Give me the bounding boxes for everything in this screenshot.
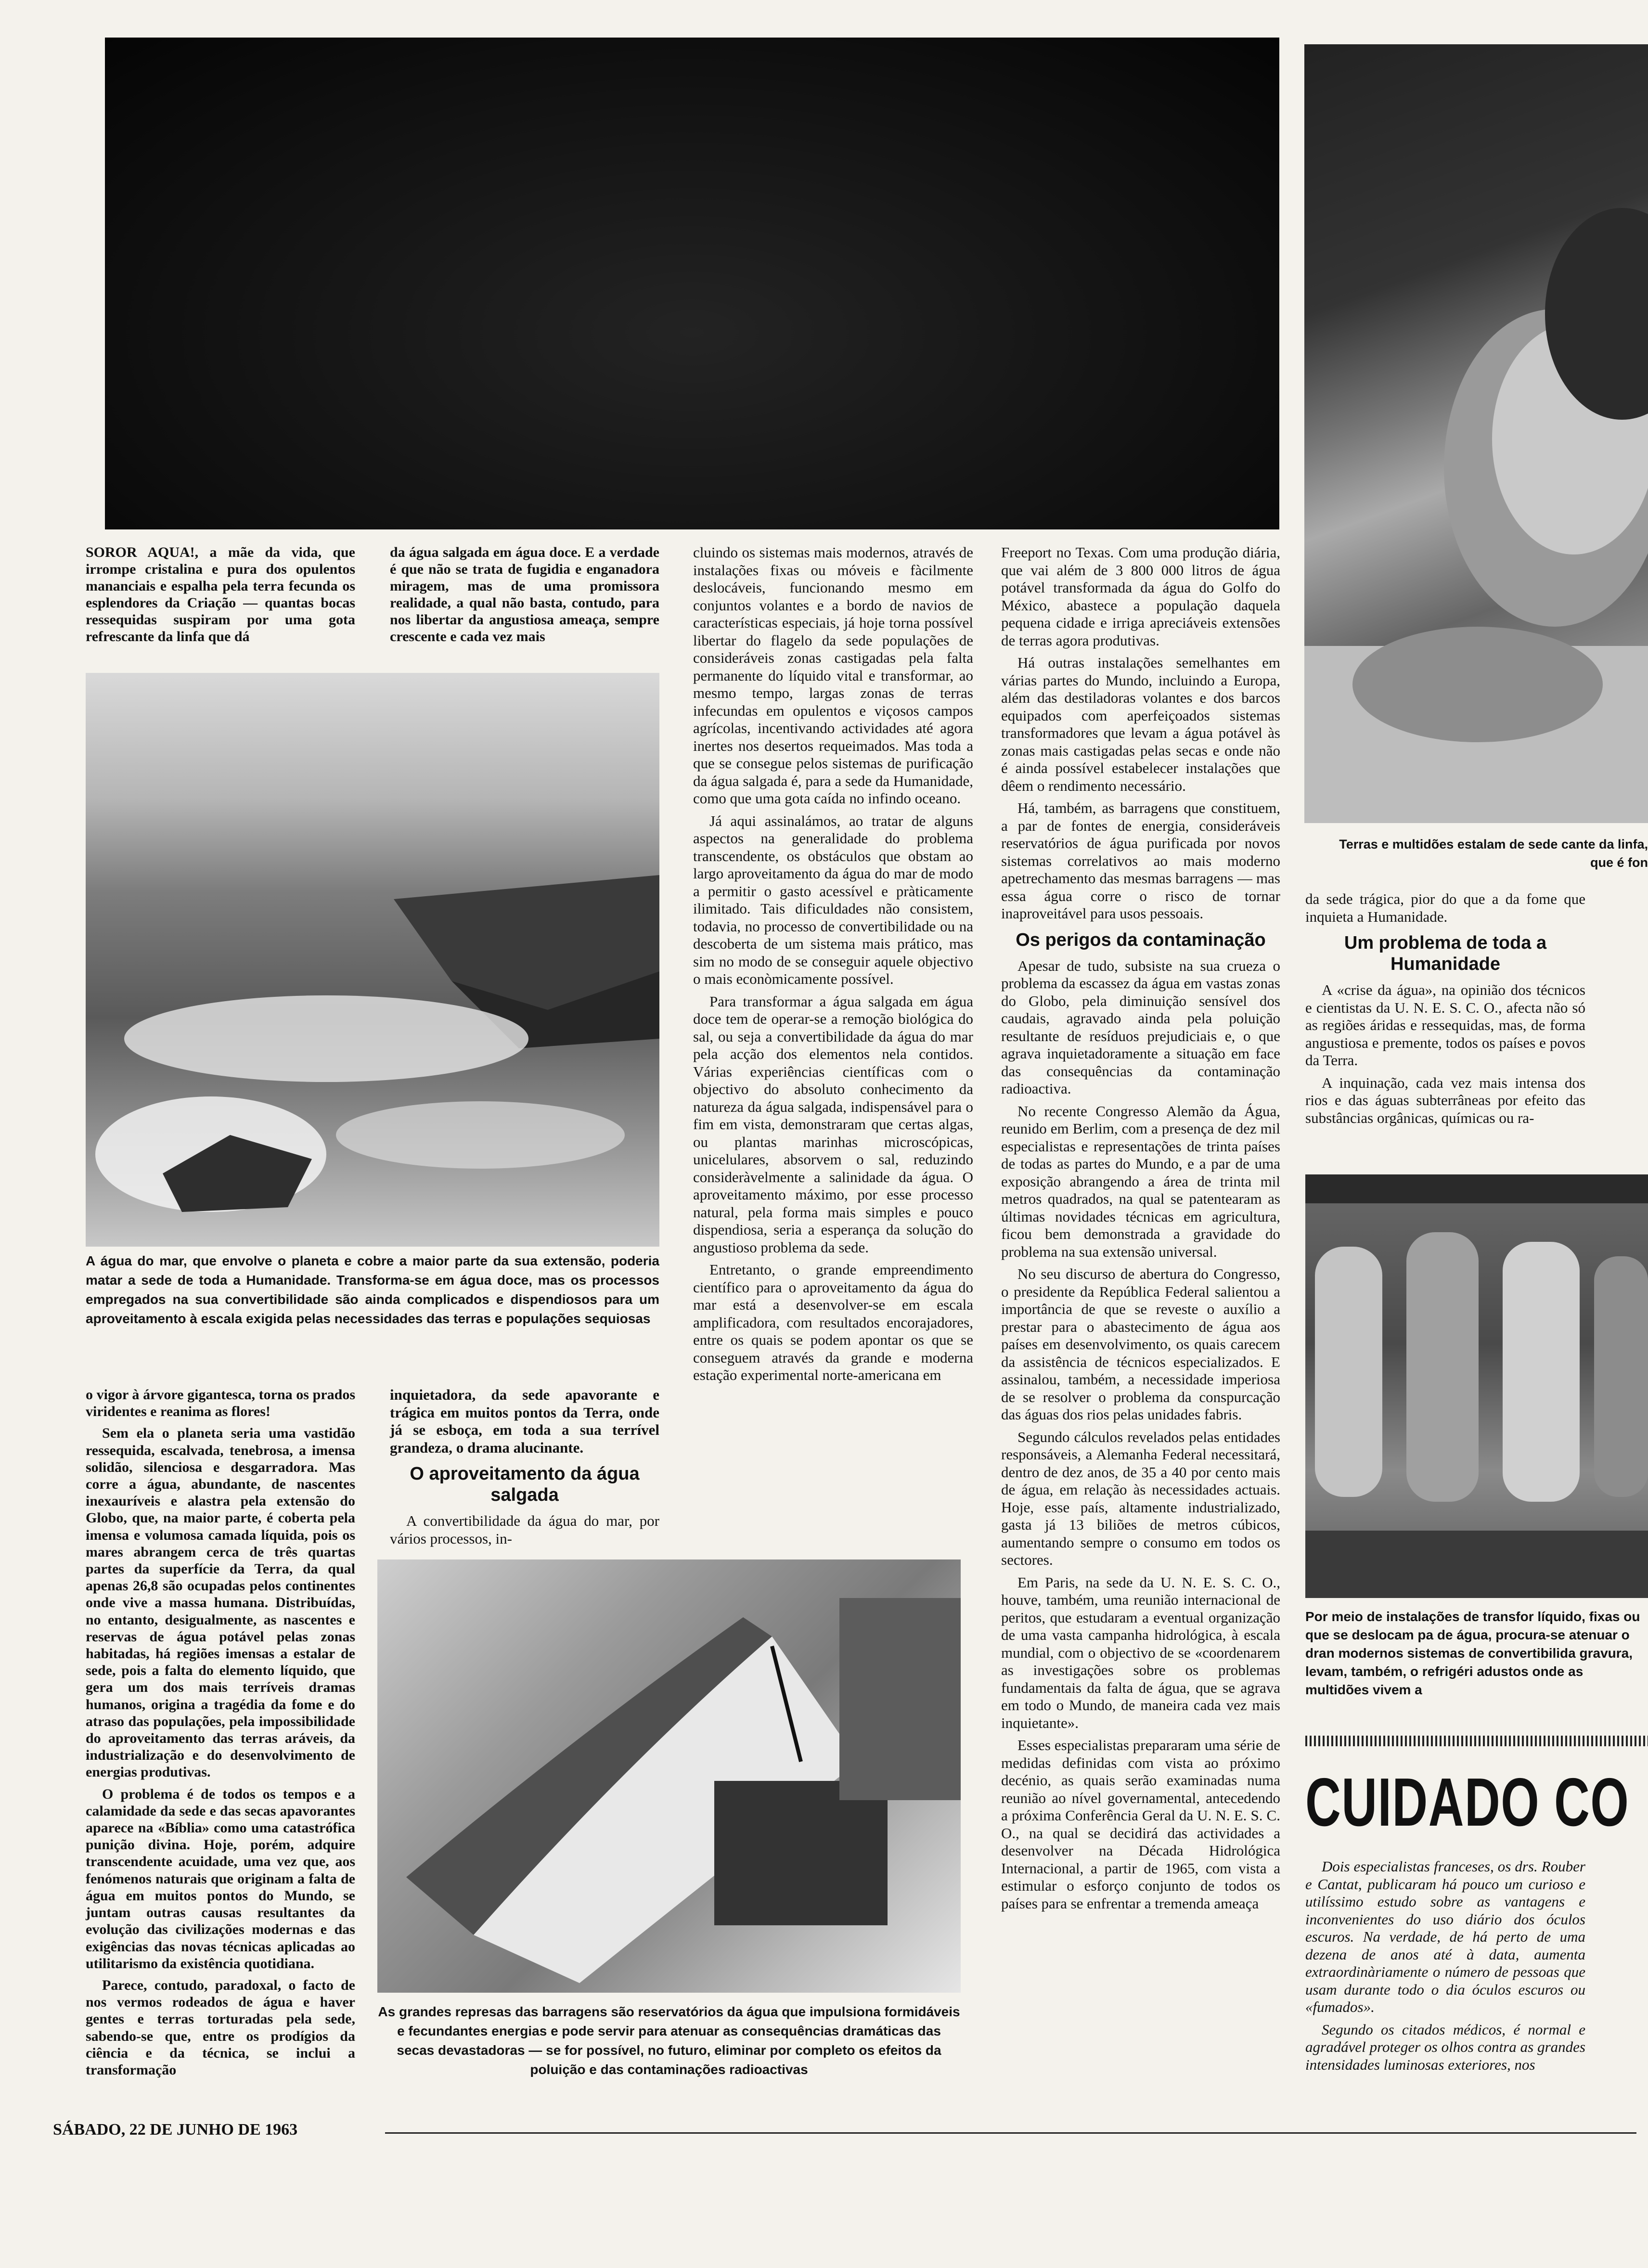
woman-photo-shapes — [1304, 44, 1648, 823]
machines-photo-caption: Por meio de instalações de transfor líquido, fixas ou que se deslocam pa de água, procura-se atenuar o dran modernos sistemas de convertibilida gravura, levam, também, o refrigéri adustos onde as multidões vivem a — [1305, 1609, 1640, 1697]
col2-salgada-paragraph: A convertibilidade da água do mar, por vários processos, in- — [390, 1512, 659, 1547]
decorative-dotted-rule — [1305, 1736, 1648, 1746]
col2-top-text: da água salgada em água doce. E a verdade é que não se trata de fugidia e enganadora miragem, mas de uma promissora realidade, a qual não basta, contudo, para nos libertar da angustiosa ameaça, sempre crescente e cada vez mais — [390, 544, 659, 644]
right-italic-paragraph-1: Dois especialistas franceses, os drs. Rouber e Cantat, publicaram há pouco um curioso e utilíssimo estudo sobre as vantagens e inconvenientes do uso diário dos óculos escuros. Na verdade, de há perto de uma dezena de anos até à data, aumenta extraordinàriamente o número de pessoas que usam durante todo o dia óculos escuros ou «fumados». — [1305, 1858, 1585, 2015]
col3-paragraph-1: cluindo os sistemas mais modernos, através de instalações fixas ou móveis e fàcilmente deslocáveis, funcionando mesmo em conjuntos volantes e a bordo de navios de características especiais, já hoje torna possível libertar do flagelo da sede populações de consideráveis zonas castigadas pela falta permanente do líquido vital e transformar, ao mesmo tempo, largas zonas de terras infecundas em opulentos e viçosos campos agrícolas, incentivando actividades até agora inertes nos desertos requeimados. Mas toda a que se consegue pelos sistemas de purificação da água salgada é, para a sede da Humanidade, como que uma gota caída no infindo oceano. — [693, 544, 973, 807]
right-paragraph-2: A «crise da água», na opinião dos técnicos e cientistas da U. N. E. S. C. O., afecta não só as regiões áridas e ressequidas, mas, de forma angustiosa e premente, todos os países e povos da Terra. — [1305, 981, 1585, 1069]
col3-paragraph-3: Para transformar a água salgada em água doce tem de operar-se a remoção biológica do sal, ou seja a convertibilidade da água do mar pela acção dos elementos nela contidos. Várias experiências científicas com o objectivo do absoluto conhecimento da natureza da água salgada, indispensável para o fim em vista, demonstraram que certas algas, ou plantas marinhas microscópicas, unicelulares, absorvem o sal, reduzindo consideràvelmente a salinidade da água. O aproveitamento máximo, por esse processo natural, pela forma mais simples e pouco dispendiosa, seria a esperança da solução do angustioso problema da sede. — [693, 992, 973, 1256]
col1-bottom-paragraph-1: o vigor à árvore gigantesca, torna os prados viridentes e reanima as flores! — [86, 1387, 355, 1420]
heading-humanidade: Um problema de toda a Humanidade — [1344, 933, 1547, 974]
machines-photo-shapes — [1305, 1174, 1648, 1598]
big-title: CUIDADO CO — [1305, 1764, 1630, 1841]
sea-photo-shapes — [86, 673, 659, 1247]
heading-aproveitamento: O aproveitamento da água salgada — [410, 1464, 640, 1505]
col4-paragraph-1: Freeport no Texas. Com uma produção diária, que vai além de 3 800 000 litros de água potável transformada da água do Golfo do México, abastece a população daquela pequena cidade e irriga apreciáveis extensões de terras agora produtivas. — [1001, 544, 1280, 649]
col4-paragraph-6: No seu discurso de abertura do Congresso, o presidente da República Federal salientou a importância de que se reveste o auxílio a prestar para o abastecimento de água aos países em desenvolvimento, os quais carecem da assistência de técnicos especializados. E assinalou, também, a necessidade imperiosa de se resolver o problema da conspurcação das águas dos rios pelas unidades fabris. — [1001, 1265, 1280, 1423]
col4-paragraph-7: Segundo cálculos revelados pelas entidades responsáveis, a Alemanha Federal necessitará, dentro de dez anos, de 35 a 40 por cento mais de água, em relação às necessidades actuais. Hoje, esse país, altamente industrializado, gasta já 13 biliões de metros cúbicos, aumentando sempre o consumo em todos os sectores. — [1001, 1428, 1280, 1568]
right-text-block — [1305, 890, 1585, 1132]
sea-photo-caption: A água do mar, que envolve o planeta e cobre a maior parte da sua extensão, poderia matar a sede de toda a Humanidade. Transforma-se em água doce, mas os processos empregados na sua convertibilidade são ainda complicados e dispendiosos para um aproveitamento à escala exigida pelas necessidades das terras e populações sequiosas — [86, 1253, 659, 1326]
top-dark-photo — [105, 38, 1279, 529]
col3-paragraph-4: Entretanto, o grande empreendimento científico para o aproveitamento da água do mar está a desenvolver-se em escala amplificadora, com resultados encorajadores, entre os quais se podem apontar os que se conseguem através da grande e moderna estação experimental norte-americana em — [693, 1261, 973, 1383]
right-italic-paragraph-2: Segundo os citados médicos, é normal e agradável proteger os olhos contra as grandes intensidades luminosas exteriores, nos — [1305, 2021, 1585, 2073]
col4-paragraph-8: Em Paris, na sede da U. N. E. S. C. O., houve, também, uma reunião internacional de peritos, que estudaram a eventual organização de uma vasta campanha hidrológica, à escala mundial, com o objectivo de se «coordenarem as investigações sobre os problemas fundamentais da falta de água, que se agrava em todo o Mundo, de maneira cada vez mais inquietante». — [1001, 1573, 1280, 1731]
woman-drinking-photo — [1304, 44, 1648, 823]
dam-photo — [377, 1559, 961, 1993]
footer-date: SÁBADO, 22 DE JUNHO DE 1963 — [53, 2121, 298, 2139]
footer-rule — [385, 2132, 1636, 2134]
dam-photo-caption: As grandes represas das barragens são reservatórios da água que impulsiona formidáveis e fecundantes energias e pode servir para atenuar as consequências dramáticas das secas devastadoras — se for possível, no futuro, eliminar por completo os efeitos da poluição e das contaminações radioactivas — [378, 2004, 960, 2077]
heading-contaminacao: Os perigos da contaminação — [1016, 929, 1266, 950]
dam-photo-shapes — [377, 1559, 961, 1993]
col4-paragraph-5: No recente Congresso Alemão da Água, reunido em Berlim, com a presença de dez mil especialistas e representações de trinta países de todas as partes do Mundo, e a par de uma exposição abrangendo a área de trinta mil metros quadrados, na qual se patentearam as últimas novidades técnicas em agricultura, ficou bem demonstrada a gravidade do problema na sua extensão universal. — [1001, 1102, 1280, 1260]
sea-rocks-photo — [86, 673, 659, 1247]
col4-text — [1001, 544, 1280, 1917]
machines-photo — [1305, 1174, 1648, 1598]
right-paragraph-1: da sede trágica, pior do que a da fome que inquieta a Humanidade. — [1305, 890, 1585, 925]
col2-bottom-paragraph: inquietadora, da sede apavorante e trágica em muitos pontos da Terra, onde já se esboça, em toda a sua terrível grandeza, o drama alucinante. — [390, 1386, 659, 1456]
col1-top-text: SOROR AQUA!, a mãe da vida, que irrompe cristalina e pura dos opulentos mananciais e espalha pela terra fecunda os esplendores da Criação — quantas bocas ressequidas suspiram por uma gota refrescante da linfa que dá — [86, 544, 355, 644]
col2-bottom-text — [390, 1386, 659, 1552]
col3-paragraph-2: Já aqui assinalámos, ao tratar de alguns aspectos na generalidade do problema transcendente, os obstáculos que obstam ao largo aproveitamento da água do mar de modo a permitir o gasto acessível e pràticamente ilimitado. Tais dificuldades não consistem, todavia, no processo de convertibilidade ou na descoberta de um sistema mais prático, mas sim no modo de se conseguir aquele objectivo o mais econòmicamente possível. — [693, 812, 973, 987]
col4-paragraph-3: Há, também, as barragens que constituem, a par de fontes de energia, consideráveis reservatórios de água purificada por novos sistemas correlativos ao mais moderno apetrechamento das mesmas barragens — mas essa água corre o risco de tornar inaproveitável para usos pessoais. — [1001, 799, 1280, 922]
col4-paragraph-9: Esses especialistas prepararam uma série de medidas definidas com vista ao próximo decénio, as quais serão examinadas numa reunião ao nível governamental, antecedendo a próxima Conferência Geral da U. N. E. S. C. O., na qual se decidirá das actividades a desenvolver na Década Hidrológica Internacional, a partir de 1965, com vista a estimular o esforço conjunto de todos os países para se enfrentar a tremenda ameaça — [1001, 1737, 1280, 1912]
right-italic-text — [1305, 1858, 1585, 2078]
col4-paragraph-4: Apesar de tudo, subsiste na sua crueza o problema da escassez da água em vastas zonas do Globo, pela diminuição sensível dos caudais, agravado ainda pela poluição resultante de resíduos prejudiciais e, o que agrava inquietadoramente a situação em face das consequências da contaminação radioactiva. — [1001, 957, 1280, 1097]
col1-bottom-paragraph-4: Parece, contudo, paradoxal, o facto de nos vermos rodeados de água e haver gentes e terras torturadas pela sede, sabendo-se que, entre os prodígios da ciência e da técnica, se inclui a transformação — [86, 1977, 355, 2078]
right-paragraph-3: A inquinação, cada vez mais intensa dos rios e das águas subterrâneas por efeito das substâncias orgânicas, químicas ou ra- — [1305, 1074, 1585, 1126]
col4-paragraph-2: Há outras instalações semelhantes em várias partes do Mundo, incluindo a Europa, além das destiladoras volantes e dos barcos equipados com aperfeiçoados sistemas transformadores que levam a água potável às zonas mais castigadas pelas secas e onde não é ainda possível estabelecer instalações que dêem o rendimento necessário. — [1001, 654, 1280, 794]
woman-photo-caption: Terras e multidões estalam de sede cante da linfa, que é fon — [1339, 837, 1648, 870]
col1-bottom-paragraph-3: O problema é de todos os tempos e a calamidade da sede e das secas apavorantes aparece na «Bíblia» como uma catastrófica punição divina. Hoje, porém, adquire transcendente acuidade, uma vez que, aos fenómenos naturais que originam a falta de água em muitos pontos do Mundo, se juntam outras causas resultantes da evolução das civilizações modernas e das exigências das novas técnicas aplicadas ao utilitarismo da existência quotidiana. — [86, 1786, 355, 1972]
col1-bottom-paragraph-2: Sem ela o planeta seria uma vastidão ressequida, escalvada, tenebrosa, a imensa solidão, silenciosa e desgarradora. Mas corre a água, abundante, de nascentes inexauríveis e alastra pela extensão do Globo, que, na maior parte, é coberta pela imensa e volumosa camada líquida, pois os mares abrangem cerca de três quartas partes da superfície da Terra, da qual apenas 26,8 são ocupadas pelos continentes onde vive a massa humana. Distribuídas, no entanto, desigualmente, as nascentes e reservas de água potável pelas zonas habitadas, há regiões imensas a estalar de sede, pois a falta do elemento líquido, que gera um dos mais terríveis dramas humanos, origina a tragédia da fome e do atraso das populações, pela impossibilidade do aproveitamento das terras aráveis, da industrialização e do desenvolvimento de energias produtivas. — [86, 1425, 355, 1780]
col1-bottom-text — [86, 1386, 355, 2083]
col3-text — [693, 544, 973, 1389]
